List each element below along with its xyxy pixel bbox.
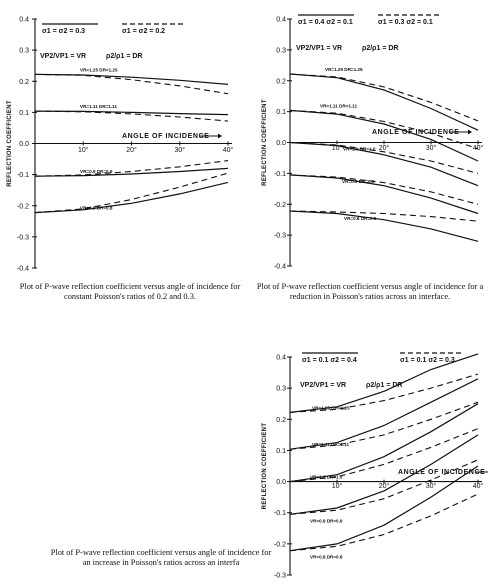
curve-label: VR=0.9 DR=0.9 (342, 178, 375, 184)
y-tick-label: 0.4 (276, 16, 286, 24)
legend-vr-definition: VP2/VP1 = VR (300, 382, 347, 389)
y-tick-label: -0.2 (16, 203, 29, 211)
x-axis-label-arrowhead (468, 130, 472, 135)
x-tick-label: 30° (425, 483, 437, 490)
series-solid-line (35, 168, 228, 176)
series-dashed-line (290, 175, 478, 204)
y-tick-label: -0.4 (16, 265, 29, 273)
y-tick-label: 0.0 (276, 140, 286, 147)
chart-panel-bottom (262, 353, 488, 580)
y-tick-label: 0.2 (19, 78, 29, 86)
x-axis-label: ANGLE OF INCIDENCE (122, 133, 210, 140)
curve-label: VR=1.25 DR=1.25 (312, 405, 350, 411)
x-tick-label: 40° (222, 147, 234, 154)
y-tick-label: 0.2 (276, 78, 286, 86)
curve-label: VR=1.11 DR=1.11 (320, 103, 358, 109)
x-tick-label: 10° (331, 145, 343, 152)
curve-label: VR=1.25 DR=1.25 (80, 67, 118, 73)
legend-solid-label: σ1 = 0.1 σ2 = 0.4 (302, 357, 357, 364)
x-tick-label: 40° (472, 483, 484, 490)
curve-label: VR=1.0 DR=1.0 (343, 146, 376, 152)
x-tick-label: 20° (126, 147, 137, 154)
legend-dashed-label: σ1 = σ2 = 0.2 (122, 28, 166, 35)
legend-solid-label: σ1 = 0.4 σ2 = 0.1 (298, 19, 353, 26)
y-tick-label: -0.1 (273, 170, 286, 178)
y-tick-label: -0.2 (273, 541, 286, 549)
y-axis-label: REFLECTION COEFFICIENT (7, 100, 13, 187)
curve-label: VR=0.8 DR=0.8 (80, 205, 113, 211)
y-axis-label: REFLECTION COEFFICIENT (262, 99, 268, 186)
x-axis-label: ANGLE OF INCIDENCE (372, 129, 460, 136)
y-tick-label: 0.4 (19, 16, 29, 24)
legend-vr-definition: VP2/VP1 = VR (40, 53, 87, 60)
curve-label: VR=1.11 DR=1.11 (80, 104, 118, 110)
curve-label: VR=1.11 DR=1.11 (312, 442, 350, 448)
x-tick-label: 30° (425, 145, 437, 152)
x-axis-label: ANGLE OF INCIDENCE (398, 469, 486, 476)
x-tick-label: 20° (378, 145, 390, 152)
y-tick-label: 0.1 (276, 447, 286, 455)
y-tick-label: -0.1 (273, 510, 286, 518)
series-solid-line (35, 111, 228, 115)
y-tick-label: 0.3 (19, 47, 29, 55)
caption-top-left: Plot of P-wave reflection coefficient versus angle of incidence for constant Poisson's ratios of 0.2 and 0.3. (19, 282, 241, 301)
curve-label: VR=0.8 DR=0.8 (310, 554, 343, 560)
y-tick-label: -0.3 (16, 234, 29, 242)
y-tick-label: 0.0 (276, 479, 286, 487)
legend-dashed-label: σ1 = 0.1 σ2 = 0.3 (400, 357, 455, 364)
series-solid-line (35, 74, 228, 84)
y-tick-label: 0.3 (276, 47, 286, 55)
y-tick-label: -0.2 (273, 201, 286, 209)
series-solid-line (290, 211, 478, 241)
y-tick-label: -0.1 (16, 172, 29, 180)
x-tick-label: 30° (174, 147, 186, 154)
legend-dashed-label: σ1 = 0.3 σ2 = 0.1 (378, 19, 433, 26)
y-tick-label: -0.3 (273, 572, 286, 580)
legend-vr-definition: VP2/VP1 = VR (296, 45, 343, 52)
x-tick-label: 10° (77, 147, 89, 154)
y-tick-label: 0.4 (276, 354, 286, 362)
x-tick-label: 20° (378, 483, 390, 490)
curve-label: VR=0.8 DR=0.8 (344, 216, 377, 222)
legend-dr-definition: ρ2/ρ1 = DR (362, 45, 399, 52)
series-dashed-line (290, 74, 478, 121)
y-tick-label: 0.1 (276, 109, 286, 117)
caption-top-right: Plot of P-wave reflection coefficient versus angle of incidence for a reduction in Poisson's ratios across an interface. (256, 282, 484, 301)
y-tick-label: 0.3 (276, 385, 286, 393)
y-axis-label: REFLECTION COEFFICIENT (262, 422, 268, 510)
chart-panel-top-left (7, 17, 233, 273)
series-solid-line (290, 175, 478, 214)
x-tick-label: 10° (331, 483, 343, 490)
legend-dr-definition: ρ2/ρ1 = DR (106, 53, 143, 60)
y-tick-label: 0.1 (19, 109, 29, 117)
y-tick-label: -0.3 (273, 232, 286, 240)
legend-dr-definition: ρ2/ρ1 = DR (366, 382, 403, 389)
y-tick-label: 0.2 (276, 416, 286, 424)
caption-bottom: Plot of P-wave reflection coefficient versus angle of incidence for an increase in Poisson's ratios across an interfa (50, 548, 272, 567)
chart-panel-top-right (262, 15, 483, 271)
x-tick-label: 40° (472, 145, 484, 152)
curve-label: VR=1.0 DR=1.0 (310, 474, 343, 480)
series-solid-line (35, 182, 228, 212)
curve-label: VR=1.25 DR=1.25 (325, 66, 363, 72)
series-solid-line (290, 379, 478, 449)
series-dashed-line (35, 173, 228, 213)
legend-solid-label: σ1 = σ2 = 0.3 (42, 28, 86, 35)
x-axis-label-arrowhead (218, 134, 222, 139)
curve-label: VR=0.9 DR=0.9 (80, 169, 113, 175)
curve-label: VR=0.9 DR=0.9 (310, 518, 343, 524)
y-tick-label: 0.0 (19, 141, 29, 148)
y-tick-label: -0.4 (273, 263, 286, 271)
